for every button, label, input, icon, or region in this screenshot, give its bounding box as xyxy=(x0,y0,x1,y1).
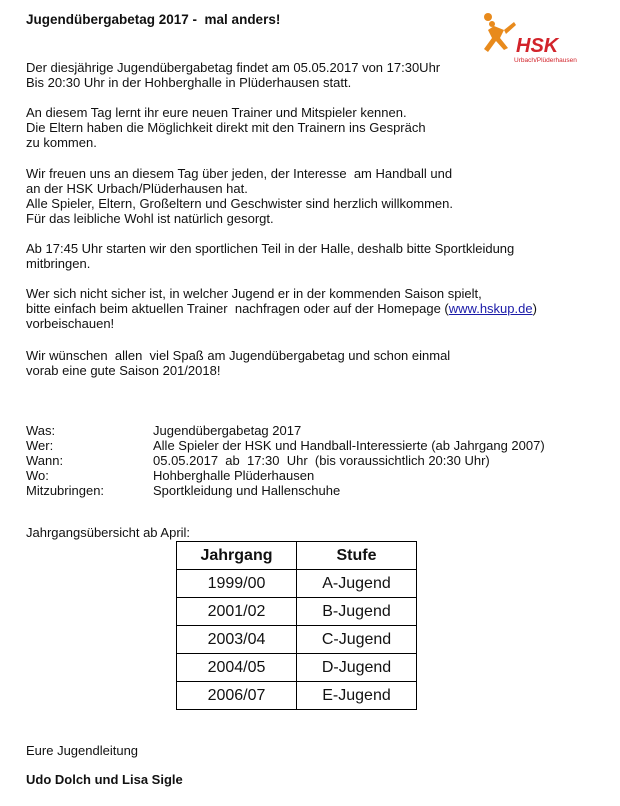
info-row xyxy=(26,438,545,453)
text-line: vorbeischauen! xyxy=(26,316,115,331)
text-line: vorab eine gute Saison 201/2018! xyxy=(26,363,221,378)
table-cell-stufe: C-Jugend xyxy=(297,626,417,654)
year-table xyxy=(176,541,417,710)
info-key: Was: xyxy=(26,423,56,438)
table-header-row xyxy=(177,542,417,570)
table-cell-jahrgang: 2003/04 xyxy=(177,626,297,654)
paragraph-sport xyxy=(26,241,514,271)
page-title: Jugendübergabetag 2017 - mal anders! xyxy=(26,12,281,27)
info-row xyxy=(26,453,545,468)
handball-player-icon xyxy=(484,13,516,52)
text-line: zu kommen. xyxy=(26,135,97,150)
table-row xyxy=(177,626,417,654)
column-header-stufe: Stufe xyxy=(297,542,417,570)
signer-names: Udo Dolch und Lisa Sigle xyxy=(26,772,183,787)
paragraph-date xyxy=(26,60,440,90)
table-cell-jahrgang: 2006/07 xyxy=(177,682,297,710)
hsk-logo xyxy=(474,8,577,66)
logo-text: HSK xyxy=(516,35,559,57)
paragraph-trainers xyxy=(26,105,426,150)
text-line: Für das leibliche Wohl ist natürlich gesorgt. xyxy=(26,211,274,226)
homepage-link[interactable]: www.hskup.de xyxy=(448,301,533,316)
column-header-jahrgang: Jahrgang xyxy=(177,542,297,570)
text-line: Wir wünschen allen viel Spaß am Jugendübergabetag und schon einmal xyxy=(26,348,451,363)
text-fragment: bitte einfach beim aktuellen Trainer nachfragen oder auf der Homepage ( xyxy=(26,301,449,316)
info-value: Jugendübergabetag 2017 xyxy=(153,423,302,438)
table-cell-stufe: B-Jugend xyxy=(297,598,417,626)
text-line: mitbringen. xyxy=(26,256,91,271)
table-row xyxy=(177,598,417,626)
text-line: An diesem Tag lernt ihr eure neuen Trainer und Mitspieler kennen. xyxy=(26,105,407,120)
info-value: Hohberghalle Plüderhausen xyxy=(153,468,315,483)
text-line: Bis 20:30 Uhr in der Hohberghalle in Plüderhausen statt. xyxy=(26,75,352,90)
table-caption: Jahrgangsübersicht ab April: xyxy=(26,525,191,540)
info-key: Wer: xyxy=(26,438,54,453)
info-row xyxy=(26,423,545,438)
text-fragment: ) xyxy=(532,301,537,316)
table-cell-stufe: A-Jugend xyxy=(297,570,417,598)
text-line: Wir freuen uns an diesem Tag über jeden, der Interesse am Handball und xyxy=(26,166,453,181)
info-value: Alle Spieler der HSK und Handball-Interessierte (ab Jahrgang 2007) xyxy=(153,438,545,453)
text-line: an der HSK Urbach/Plüderhausen hat. xyxy=(26,181,248,196)
table-cell-stufe: D-Jugend xyxy=(297,654,417,682)
logo-subtext: Urbach/Plüderhausen xyxy=(514,57,577,64)
text-line xyxy=(26,301,537,316)
info-value: 05.05.2017 ab 17:30 Uhr (bis voraussichtlich 20:30 Uhr) xyxy=(153,453,490,468)
info-row xyxy=(26,468,545,483)
closing-text: Eure Jugendleitung xyxy=(26,743,139,758)
info-value: Sportkleidung und Hallenschuhe xyxy=(153,483,341,498)
paragraph-homepage xyxy=(26,286,537,331)
text-line: Alle Spieler, Eltern, Großeltern und Geschwister sind herzlich willkommen. xyxy=(26,196,454,211)
table-row xyxy=(177,570,417,598)
table-cell-jahrgang: 2004/05 xyxy=(177,654,297,682)
paragraph-wishes xyxy=(26,348,450,378)
table-row xyxy=(177,654,417,682)
event-info xyxy=(26,423,545,498)
text-line: Der diesjährige Jugendübergabetag findet am 05.05.2017 von 17:30Uhr xyxy=(26,60,441,75)
text-line: Wer sich nicht sicher ist, in welcher Jugend er in der kommenden Saison spielt, xyxy=(26,286,482,301)
info-key: Mitzubringen: xyxy=(26,483,105,498)
info-key: Wo: xyxy=(26,468,49,483)
text-line: Die Eltern haben die Möglichkeit direkt mit den Trainern ins Gespräch xyxy=(26,120,426,135)
paragraph-welcome xyxy=(26,166,453,226)
info-key: Wann: xyxy=(26,453,64,468)
table-cell-stufe: E-Jugend xyxy=(297,682,417,710)
table-cell-jahrgang: 1999/00 xyxy=(177,570,297,598)
table-row xyxy=(177,682,417,710)
table-cell-jahrgang: 2001/02 xyxy=(177,598,297,626)
text-line: Ab 17:45 Uhr starten wir den sportlichen Teil in der Halle, deshalb bitte Sportkleidung xyxy=(26,241,515,256)
info-row xyxy=(26,483,545,498)
